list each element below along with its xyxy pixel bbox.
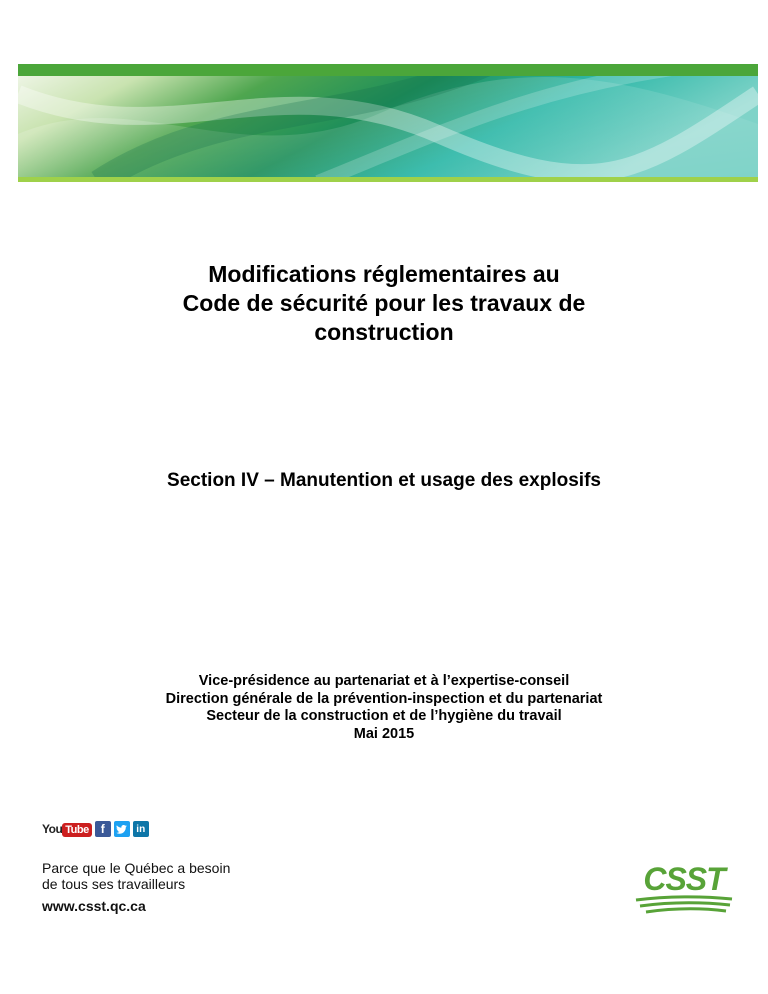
facebook-icon[interactable]: f — [95, 821, 111, 837]
linkedin-icon[interactable]: in — [133, 821, 149, 837]
credit-line: Direction générale de la prévention-inspection et du partenariat — [165, 690, 603, 707]
credit-date: Mai 2015 — [353, 725, 415, 742]
title-line: Code de sécurité pour les travaux de — [182, 290, 586, 316]
logo-swoosh-icon — [632, 894, 736, 916]
social-links — [42, 821, 149, 837]
tagline-line: Parce que le Québec a besoin — [42, 860, 231, 876]
logo-wordmark: CSST — [643, 861, 725, 897]
banner-graphic — [18, 64, 758, 182]
credits-block — [0, 673, 768, 743]
website-link[interactable]: www.csst.qc.ca — [42, 898, 146, 914]
credit-line: Secteur de la construction et de l’hygiène du travail — [206, 708, 562, 724]
credit-line: Vice-présidence au partenariat et à l’expertise-conseil — [198, 673, 570, 689]
twitter-icon[interactable] — [114, 821, 130, 837]
title-line: Modifications réglementaires au — [208, 261, 560, 287]
tagline-line: de tous ses travailleurs — [42, 876, 186, 892]
youtube-icon[interactable]: You Tube — [42, 820, 92, 838]
document-title — [0, 260, 768, 347]
title-line: construction — [314, 319, 454, 345]
csst-logo — [632, 862, 736, 918]
header-banner — [18, 64, 758, 182]
section-title: Section IV – Manutention et usage des explosifs — [167, 470, 601, 491]
tagline — [42, 860, 230, 892]
